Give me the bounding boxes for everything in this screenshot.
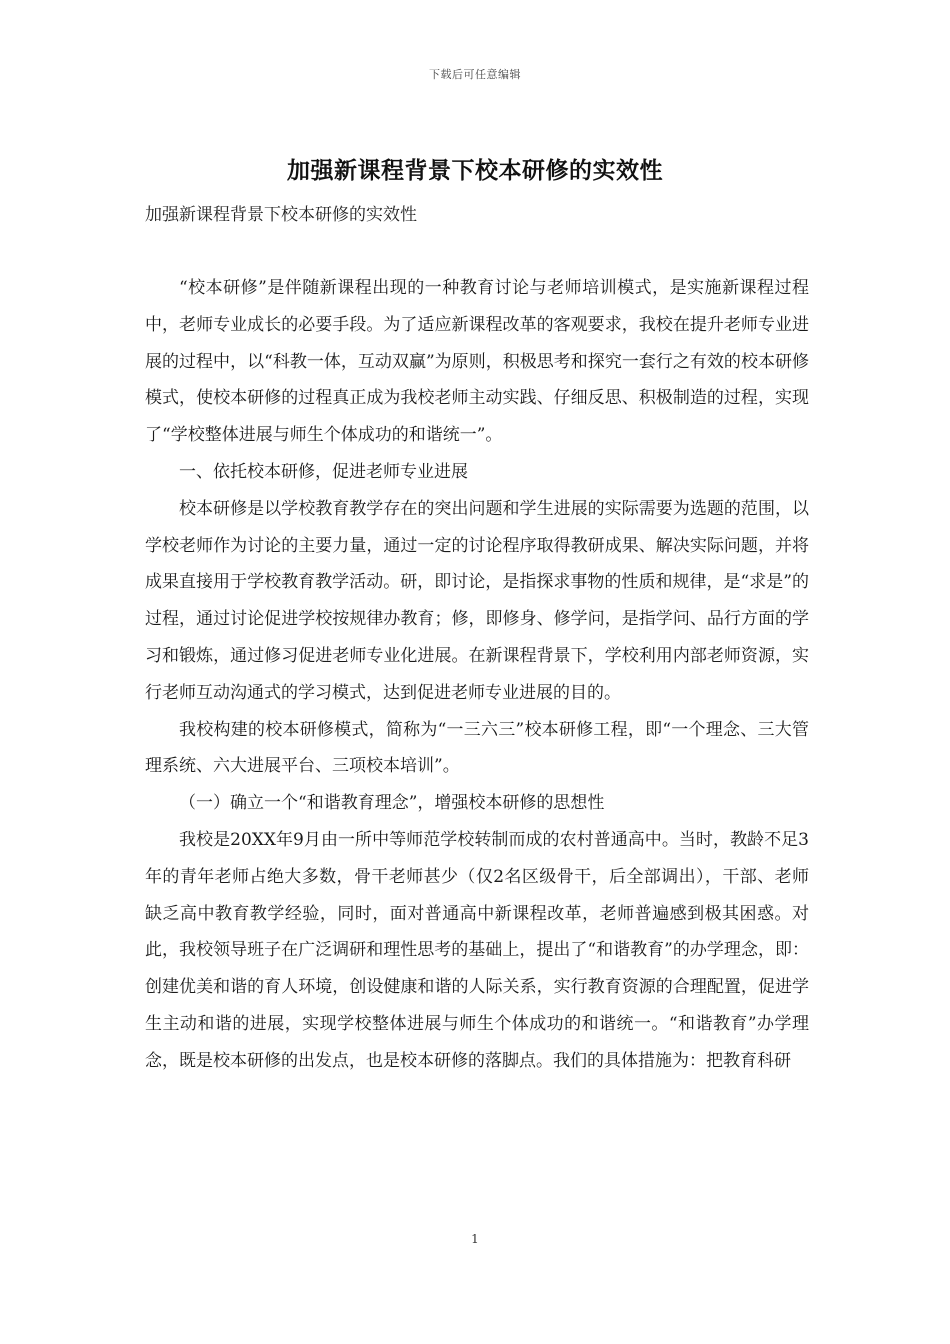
paragraph-definition: 校本研修是以学校教育教学存在的突出问题和学生进展的实际需要为选题的范围，以学校老师作为讨论的主要力量，通过一定的讨论程序取得教研成果、解决实际问题，并将成果直接用于学校教育教学活动。研，即讨论，是指探求事物的性质和规律，是“求是”的过程，通过讨论促进学校按规律办教育；修，即修身、修学问，是指学问、品行方面的学习和锻炼，通过修习促进老师专业化进展。在新课程背景下，学校利用内部老师资源，实行老师互动沟通式的学习模式，达到促进老师专业进展的目的。 [145,498,809,703]
page-number: 1 [471,1232,479,1246]
document-body [145,270,809,1080]
paragraph-background: 我校是20XX年9月由一所中等师范学校转制而成的农村普通高中。当时，教龄不足3年的青年老师占绝大多数，骨干老师甚少（仅2名区级骨干，后全部调出），干部、老师缺乏高中教育教学经验，同时，面对普通高中新课程改革，老师普遍感到极其困惑。对此，我校领导班子在广泛调研和理性思考的基础上，提出了“和谐教育”的办学理念，即：创建优美和谐的育人环境，创设健康和谐的人际关系，实行教育资源的合理配置，促进学生主动和谐的进展，实现学校整体进展与师生个体成功的和谐统一。“和谐教育”办学理念，既是校本研修的出发点，也是校本研修的落脚点。我们的具体措施为：把教育科研 [145,829,809,1071]
subsection-heading-1: （一）确立一个“和谐教育理念”，增强校本研修的思想性 [179,793,605,814]
document-subtitle: 加强新课程背景下校本研修的实效性 [145,205,417,225]
paragraph-model: 我校构建的校本研修模式，简称为“一三六三”校本研修工程，即“一个理念、三大管理系统、六大进展平台、三项校本培训”。 [145,719,809,777]
section-heading-1: 一、依托校本研修，促进老师专业进展 [179,461,468,482]
header-note: 下载后可任意编辑 [429,68,521,81]
document-title: 加强新课程背景下校本研修的实效性 [287,157,663,184]
paragraph-intro: “校本研修”是伴随新课程出现的一种教育讨论与老师培训模式，是实施新课程过程中，老师专业成长的必要手段。为了适应新课程改革的客观要求，我校在提升老师专业进展的过程中，以“科教一体，互动双赢”为原则，积极思考和探究一套行之有效的校本研修模式，使校本研修的过程真正成为我校老师主动实践、仔细反思、积极制造的过程，实现了“学校整体进展与师生个体成功的和谐统一”。 [145,278,809,446]
